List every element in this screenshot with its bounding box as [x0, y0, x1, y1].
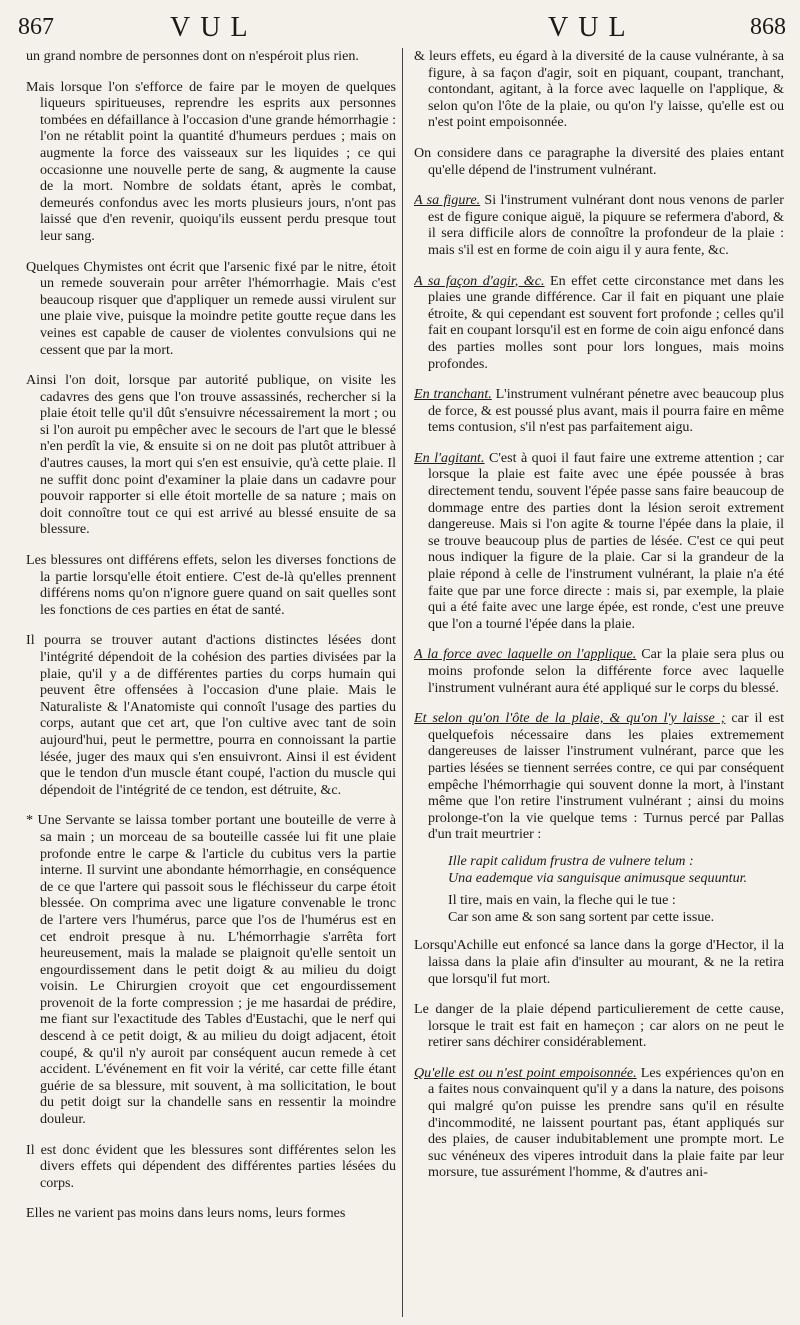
paragraph: Lorsqu'Achille eut enfoncé sa lance dans la gorge d'Hector, il la laissa dans la plaie afin d'insulter au mourant, & ne la retira que lorsqu'il fut mort.	[414, 937, 784, 987]
paragraph-text: Car la plaie sera plus ou moins profonde selon la différente force avec laquelle l'instrument vulnérant aura été appliqué sur le corps du blessé.	[428, 646, 784, 696]
paragraph	[414, 450, 784, 633]
running-header	[0, 0, 800, 52]
quote-line: Ille rapit calidum frustra de vulnere telum :	[448, 852, 694, 869]
left-column	[26, 48, 396, 1318]
paragraph	[414, 1065, 784, 1181]
paragraph	[414, 646, 784, 696]
paragraph: & leurs effets, eu égard à la diversité de la cause vulnérante, à sa figure, à sa façon d'agir, soit en piquant, coupant, tranchant, contondant, agitant, à la force avec laquelle on l'applique, & selon qu'on l'ôte de la plaie, ou qu'on l'y laisse, qu'elle est ou n'est point empoisonnée.	[414, 48, 784, 131]
paragraph: * Une Servante se laissa tomber portant une bouteille de verre à sa main ; un morceau de sa bouteille cassée lui fit une plaie profonde entre le carpe & l'article du cubitus vers la partie interne. Il survint une abondante hémorrhagie, en conséquence de ce que l'artere qui passoit sous le fléchisseur du carpe étoit blessée. On comprima avec une ligature convenable le tronc de l'artere vers l'humérus, parce que l'os de l'humérus est en cet endroit presque à nu. L'hémorrhagie s'arrêta fort heureusement, mais la malade se plaignoit qu'elle sentoit un engourdissement dans le petit doigt & au milieu du doigt voisin. Le Chirurgien croyoit que cet engourdissement provenoit de la forte compression ; je me hasardai de prédire, me fiant sur l'exactitude des Tables d'Eustachi, que le nerf qui descend à ce petit doigt, & au milieu du doigt adjacent, étoit coupé, & qu'il n'y auroit par conséquent aucun remede à cet accident. L'événement en fit voir la vérité, car cette fille étant guérie de sa blessure, mit souvent, à ma sollicitation, le bout du petit doigt sur la chandelle sans en ressentir la moindre douleur.	[26, 812, 396, 1128]
section-lead: En l'agitant.	[414, 449, 485, 466]
paragraph: Mais lorsque l'on s'efforce de faire par le moyen de quelques liqueurs spiritueuses, reprendre les esprits aux personnes tombées en défaillance à l'occasion d'une grande hémorrhagie : l'on ne rétablit point la quantité d'humeurs perdues ; mais on augmente la force des vaisseaux sur les liquides ; ce qui occasionne une nouvelle perte de sang, & augmente la cause de la mort. Nombre de soldats étant, après le combat, demeurés confondus avec les morts plusieurs jours, n'ont pas laissé que d'en revenir, quoiqu'ils eussent perdu presque tout leur sang.	[26, 78, 396, 244]
section-lead: En tranchant.	[414, 386, 492, 403]
page-number-right: 868	[750, 14, 786, 40]
paragraph-text: Les expériences qu'on en a faites nous convainquent qu'il y a dans la nature, des poisons qui malgré qu'on puisse les prendre sans qu'il en résulte d'incommodité, ne laissent pourtant pas, étant appliqués sur des plaies, de causer indubitablement une prompte mort. Le suc vénéneux des viperes introduit dans la plaie faite par leur morsure, tue assurément l'homme, & d'autres ani-	[428, 1064, 784, 1181]
paragraph: Les blessures ont différens effets, selon les diverses fonctions de la partie lorsqu'elle étoit entiere. C'est de-là qu'elles prennent différens noms qu'on n'ignore guere quand on sait quelles sont les fonctions de ces parties en état de santé.	[26, 552, 396, 618]
french-verse	[414, 892, 784, 925]
paragraph	[414, 273, 784, 373]
paragraph-text: L'instrument vulnérant pénetre avec beaucoup plus de force, & est poussé plus avant, mais il pourra faire en même tems contusion, s'il n'est pas parfaitement aigu.	[428, 386, 784, 436]
verse-line: Car son ame & son sang sortent par cette issue.	[448, 908, 715, 925]
column-divider	[402, 48, 403, 1317]
paragraph-text: Si l'instrument vulnérant dont nous venons de parler est de figure conique aiguë, la piquure se refermera d'abord, & il sera difficile alors de connoître la profondeur de la plaie : mais s'il est en forme de coin aigu il y aura fente, &c.	[428, 192, 784, 258]
paragraph	[414, 710, 784, 843]
verse-line: Il tire, mais en vain, la fleche qui le tue :	[448, 892, 676, 909]
section-lead: A sa façon d'agir, &c.	[414, 272, 545, 289]
page-number-left: 867	[18, 14, 54, 40]
section-lead: A la force avec laquelle on l'applique.	[414, 646, 637, 663]
paragraph-text: car il est quelquefois nécessaire dans les plaies extremement dangereuses de laisser l'instrument vulnérant, parce que les parties lésées se tiennent serrées contre, ce qui par conséquent empêche l'hémorrhagie qui souvent donne la mort, à l'instant même que l'on retire l'instrument vulnérant ; ainsi du moins prolonge-t'on la vie quelque tems : Turnus percé par Pallas d'un trait meurtrier :	[428, 710, 784, 843]
paragraph: Ainsi l'on doit, lorsque par autorité publique, on visite les cadavres des gens que l'on trouve assassinés, rechercher si la plaie étoit telle qu'il dût s'ensuivre nécessairement la mort ; ou si l'on auroit pu empêcher avec le secours de l'art que le blessé n'en perdît la vie, & ensuite si on ne doit pas plutôt attribuer à d'autres causes, la mort qui s'en est ensuivie, qu'à cette plaie. Il ne suffit donc point d'examiner la plaie dans un cadavre pour pouvoir rapporter si elle étoit mortelle de sa nature ; mais on doit connoître tout ce qui est arrivé au blessé ensuite de sa blessure.	[26, 372, 396, 538]
right-column	[414, 48, 784, 1318]
running-title-right: VUL	[548, 12, 636, 43]
paragraph-text: C'est à quoi il faut faire une extreme attention ; car lorsque la plaie est faite avec une épée poussée à bras directement tendu, souvent l'épée passe sans faire beaucoup de dommage entre des parties dont la lésion seroit extrement dangereuse. Mais si l'on agite & tourne l'épée dans la plaie, il se trouve beaucoup plus de parties de lésée. C'est ce qui peut nous indiquer la figure de la plaie. Car si la grandeur de la plaie répond à celle de l'instrument vulnérant, la plaie n'a été faite que par une force directe : mais si, par exemple, la plaie qui a été faite avec une large épée, est ronde, c'est une preuve que l'on a tourné l'épée dans la plaie.	[428, 449, 784, 632]
paragraph: Il pourra se trouver autant d'actions distinctes lésées dont l'intégrité dépendoit de la cohésion des parties divisées par la plaie, qu'il y a de différentes parties du corps humain qui peuvent être offensées à l'occasion d'une plaie. Mais le Naturaliste & l'Anatomiste qui connoît l'usage des parties du corps, autant que cet art, que l'on cultive avec tant de soin aujourd'hui, peut le permettre, pourra en connoissant la partie lésée, juger des maux qui s'en ensuivront. Ainsi il est évident que le tendon d'un muscle étant coupé, l'action du muscle qui dépendoit de l'intégrité de ce tendon, est détruite, &c.	[26, 632, 396, 798]
latin-quote	[414, 853, 784, 886]
paragraph: Le danger de la plaie dépend particulierement de cette cause, lorsque le trait est fait en hameçon ; car alors on ne peut le retirer sans déchirer considérablement.	[414, 1001, 784, 1051]
paragraph: Il est donc évident que les blessures sont différentes selon les divers effets qui dépendent des différentes parties lésées du corps.	[26, 1141, 396, 1191]
paragraph: un grand nombre de personnes dont on n'espéroit plus rien.	[26, 48, 359, 64]
paragraph: Quelques Chymistes ont écrit que l'arsenic fixé par le nitre, étoit un remede souverain pour arrêter l'hémorrhagie. Mais c'est beaucoup risquer que d'appliquer un remede aussi virulent sur une plaie vive, puisque la moindre petite goutte reçue dans les veines est capable de causer de violentes convulsions qui ne cessent que par la mort.	[26, 258, 396, 358]
section-lead: Qu'elle est ou n'est point empoisonnée.	[414, 1064, 637, 1081]
paragraph: Elles ne varient pas moins dans leurs noms, leurs formes	[26, 1205, 346, 1222]
section-lead: A sa figure.	[414, 192, 481, 209]
paragraph: On considere dans ce paragraphe la diversité des plaies entant qu'elle dépend de l'instrument vulnérant.	[414, 144, 784, 178]
paragraph	[414, 192, 784, 258]
section-lead: Et selon qu'on l'ôte de la plaie, & qu'on l'y laisse ;	[414, 710, 726, 727]
quote-line: Una eademque via sanguisque animusque sequuntur.	[448, 869, 748, 886]
running-title-left: VUL	[170, 12, 258, 43]
paragraph-text: En effet cette circonstance met dans les plaies une grande différence. Car il fait en piquant une plaie étroite, & qui cependant est souvent fort profonde ; celles qu'il fait en coupant lorsqu'il est en forme de coin aigu enfoncé dans des parties molles sont pour lors longues, mais moins profondes.	[428, 272, 784, 372]
paragraph	[414, 386, 784, 436]
